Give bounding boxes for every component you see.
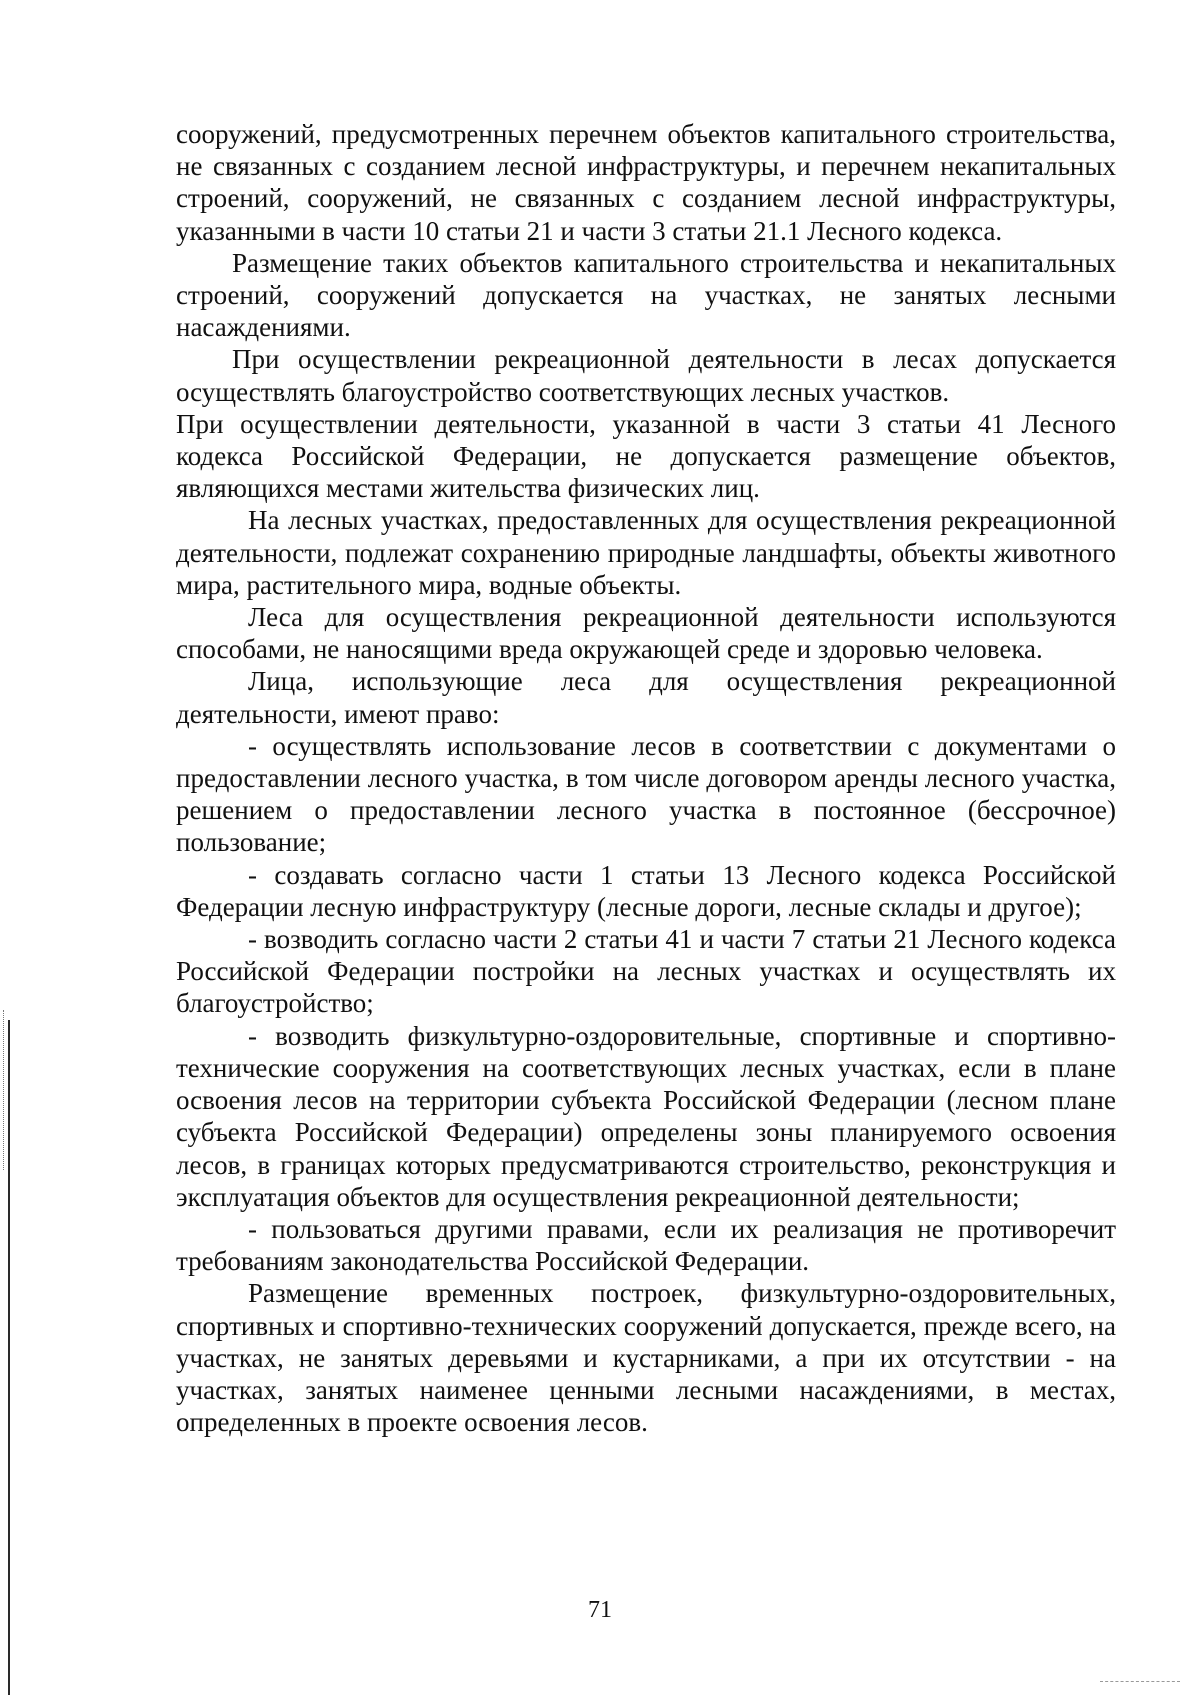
- paragraph-placement-objects: Размещение таких объектов капитального строительства и некапитальных строений, сооружений допускается на участках, не занятых лесными насаждениями.: [176, 247, 1116, 343]
- paragraph-continuation: сооружений, предусмотренных перечнем объектов капитального строительства, не связанных с созданием лесной инфраструктуры, и перечнем некапитальных строений, сооружений, не связанных с созданием лесной инфраструктуры, указанными в части 10 статьи 21 и части 3 статьи 21.1 Лесного кодекса.: [176, 119, 1116, 246]
- page-number: 71: [588, 1597, 612, 1623]
- scan-margin-dots: [3, 1010, 5, 1170]
- scan-margin-line: [8, 1020, 10, 1695]
- list-item-right-buildings: - возводить согласно части 2 статьи 41 и части 7 статьи 21 Лесного кодекса Российской Федерации постройки на лесных участках и осуществлять их благоустройство;: [176, 924, 1116, 1019]
- paragraph-rights-intro: Лица, использующие леса для осуществления рекреационной деятельности, имеют право:: [176, 666, 1116, 729]
- list-item-right-other: - пользоваться другими правами, если их реализация не противоречит требованиям законодательства Российской Федерации.: [176, 1213, 1116, 1277]
- list-item-right-infrastructure: - создавать согласно части 1 статьи 13 Лесного кодекса Российской Федерации лесную инфраструктуру (лесные дороги, лесные склады и другое);: [176, 859, 1116, 922]
- paragraph-harmless-methods: Леса для осуществления рекреационной деятельности используются способами, не наносящими вреда окружающей среде и здоровью человека.: [176, 602, 1116, 665]
- list-item-right-use-forests: - осуществлять использование лесов в соответствии с документами о предоставлении лесного участка, в том числе договором аренды лесного участка, решением о предоставлении лесного участка в постоянное (бессрочное) пользование;: [176, 730, 1116, 858]
- list-item-right-sports-facilities: - возводить физкультурно-оздоровительные, спортивные и спортивно-технические сооружения на соответствующих лесных участках, если в плане освоения лесов на территории субъекта Российской Федерации (лесном плане субъекта Российской Федерации) определены зоны планируемого освоения лесов, в границах которых предусматриваются строительство, реконструкция и эксплуатация объектов для осуществления рекреационной деятельности;: [176, 1020, 1116, 1212]
- document-page: [176, 118, 1116, 1438]
- paragraph-recreation-improvement: При осуществлении рекреационной деятельности в лесах допускается осуществлять благоустройство соответствующих лесных участков.: [176, 344, 1116, 407]
- scan-corner-mark: [1100, 1681, 1180, 1683]
- paragraph-residence-prohibition: При осуществлении деятельности, указанной в части 3 статьи 41 Лесного кодекса Российской Федерации, не допускается размещение объектов, являющихся местами жительства физических лиц.: [176, 408, 1116, 504]
- paragraph-temporary-buildings: Размещение временных построек, физкультурно-оздоровительных, спортивных и спортивно-технических сооружений допускается, прежде всего, на участках, не занятых деревьями и кустарниками, а при их отсутствии - на участках, занятых наименее ценными лесными насаждениями, в местах, определенных в проекте освоения лесов.: [176, 1278, 1116, 1438]
- paragraph-landscape-preservation: На лесных участках, предоставленных для осуществления рекреационной деятельности, подлежат сохранению природные ландшафты, объекты животного мира, растительного мира, водные объекты.: [176, 505, 1116, 600]
